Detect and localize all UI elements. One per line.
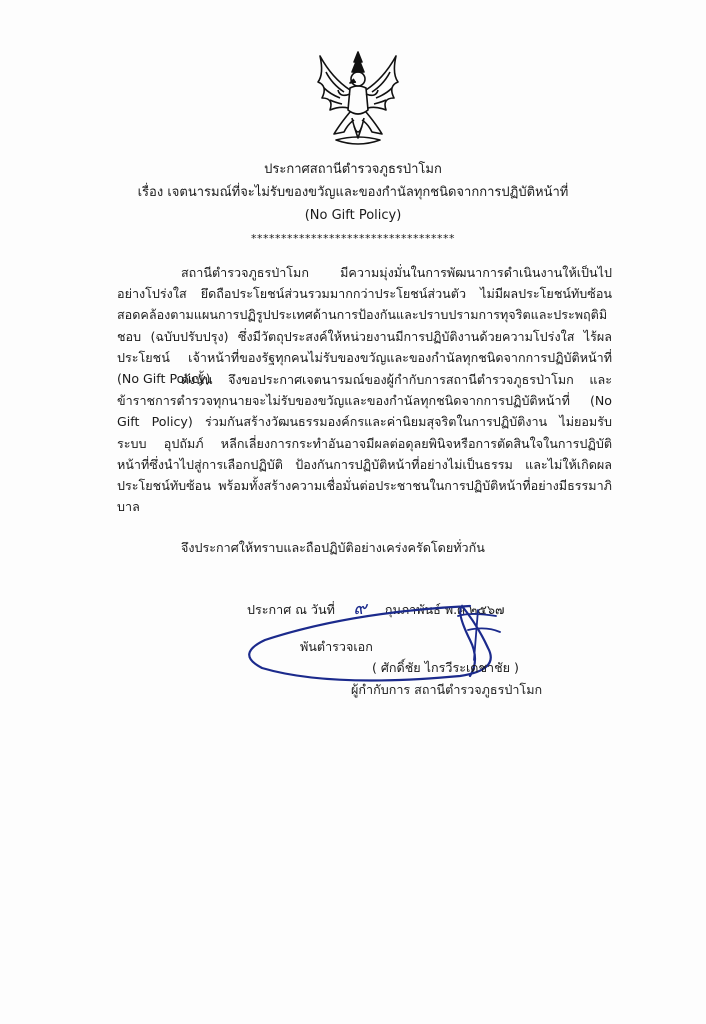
dateline-prefix: ประกาศ ณ วันที่ xyxy=(247,602,335,617)
signatory-position: ผู้กำกับการ สถานีตำรวจภูธรป่าโมก xyxy=(351,682,543,697)
signatory-rank: พันตำรวจเอก xyxy=(300,639,373,654)
body-paragraph-1: สถานีตำรวจภูธรป่าโมก มีความมุ่งมั่นในการพัฒนาการดำเนินงานให้เป็นไปอย่างโปร่งใส ยึดถือประโยชน์ส่วนรวมมากกว่าประโยชน์ส่วนตัว ไม่มีผลประโยชน์ทับซ้อน สอดคล้องตามแผนการปฏิรูปประเทศด้านการป้องกันและปราบปรามการทุจริตและประพฤติมิชอบ (ฉบับปรับปรุง) ซึ่งมีวัตถุประสงค์ให้หน่วยงานมีการปฏิบัติงานด้วยความโปร่งใส ไร้ผลประโยชน์ เจ้าหน้าที่ของรัฐทุกคนไม่รับของขวัญและของกำนัลทุกชนิดจากการปฏิบัติหน้าที่ (No Gift Policy) xyxy=(117,265,612,387)
garuda-emblem-icon xyxy=(310,48,406,150)
signatory-name: ( ศักดิ์ชัย ไกรวีระเดชาชัย ) xyxy=(372,660,519,675)
dateline-day: ๙ xyxy=(353,598,367,619)
policy-name: (No Gift Policy) xyxy=(304,208,402,223)
announcement-title: ประกาศสถานีตำรวจภูธรป่าโมก xyxy=(264,162,442,177)
closing-statement: จึงประกาศให้ทราบและถือปฏิบัติอย่างเคร่งครัดโดยทั่วกัน xyxy=(181,540,485,555)
asterisk-divider: ********************************** xyxy=(251,232,455,245)
body-paragraph-2: ดังนั้น จึงขอประกาศเจตนารมณ์ของผู้กำกับการสถานีตำรวจภูธรป่าโมก และข้าราชการตำรวจทุกนายจะไม่รับของขวัญและของกำนัลทุกชนิดจากการปฏิบัติหน้าที่ (No Gift Policy) ร่วมกันสร้างวัฒนธรรมองค์กรและค่านิยมสุจริตในการปฏิบัติงาน ไม่ยอมรับระบบ อุปถัมภ์ หลีกเลี่ยงการกระทำอันอาจมีผลต่อดุลยพินิจหรือการตัดสินใจในการปฏิบัติหน้าที่ซึ่งนำไปสู่การเลือกปฏิบัติ ป้องกันการปฏิบัติหน้าที่อย่างไม่เป็นธรรม และไม่ให้เกิดผลประโยชน์ทับซ้อน พร้อมทั้งสร้างความเชื่อมั่นต่อประชาชนในการปฏิบัติหน้าที่อย่างมีธรรมาภิบาล xyxy=(117,372,612,515)
dateline xyxy=(247,593,504,622)
dateline-month-year: กุมภาพันธ์ พ.ศ.๒๕๖๗ xyxy=(384,602,505,617)
subject-line: เรื่อง เจตนารมณ์ที่จะไม่รับของขวัญและของกำนัลทุกชนิดจากการปฏิบัติหน้าที่ xyxy=(137,185,569,200)
